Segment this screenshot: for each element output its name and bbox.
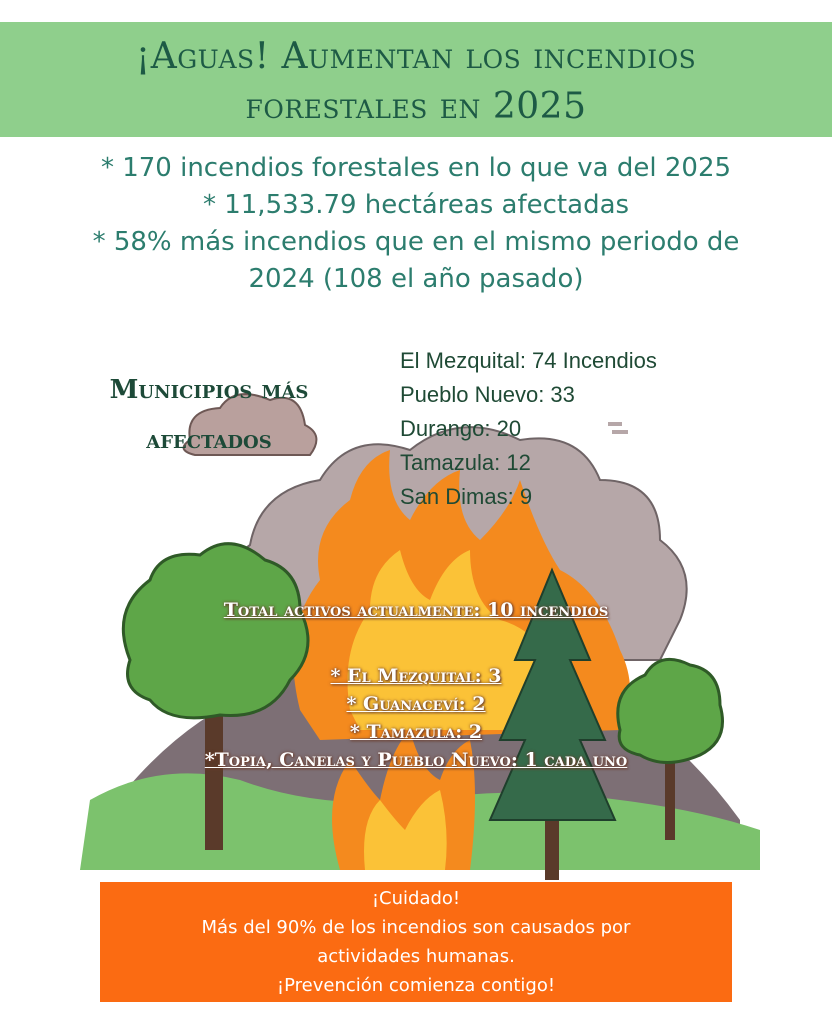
- municipio-item: San Dimas: 9: [400, 484, 533, 509]
- header-banner: [0, 22, 832, 137]
- municipios-list: [400, 344, 657, 514]
- active-fires-block: [0, 596, 832, 774]
- municipios-title-line2: afectados: [146, 425, 272, 455]
- warning-line: Más del 90% de los incendios son causados por: [201, 917, 631, 938]
- stats-block: [0, 150, 832, 298]
- warning-line: ¡Cuidado!: [371, 888, 461, 909]
- stat-line: 2024 (108 el año pasado): [248, 264, 584, 294]
- stat-line: * 11,533.79 hectáreas afectadas: [202, 190, 630, 220]
- header-title-line1: ¡Aguas! Aumentan los incendios: [135, 36, 697, 77]
- stat-line: * 170 incendios forestales en lo que va del 2025: [100, 153, 732, 183]
- active-item: *Topia, Canelas y Pueblo Nuevo: 1 cada uno: [204, 749, 628, 771]
- municipio-item: Pueblo Nuevo: 33: [400, 382, 575, 407]
- warning-line: ¡Prevención comienza contigo!: [276, 975, 556, 996]
- active-item: * El Mezquital: 3: [330, 665, 502, 687]
- active-total: Total activos actualmente: 10 incendios: [223, 599, 609, 621]
- municipios-title-line1: Municipios más: [109, 375, 309, 405]
- active-item: * Guanaceví: 2: [346, 693, 486, 715]
- municipio-item: Durango: 20: [400, 416, 522, 441]
- warning-box: [100, 882, 732, 1002]
- municipio-item: El Mezquital: 74 Incendios: [400, 348, 657, 373]
- active-item: * Tamazula: 2: [349, 721, 483, 743]
- municipio-item: Tamazula: 12: [400, 450, 531, 475]
- stat-line: * 58% más incendios que en el mismo periodo de: [92, 227, 740, 257]
- header-title-line2: forestales en 2025: [245, 86, 587, 127]
- municipios-title: [64, 365, 354, 465]
- warning-line: actividades humanas.: [317, 946, 515, 967]
